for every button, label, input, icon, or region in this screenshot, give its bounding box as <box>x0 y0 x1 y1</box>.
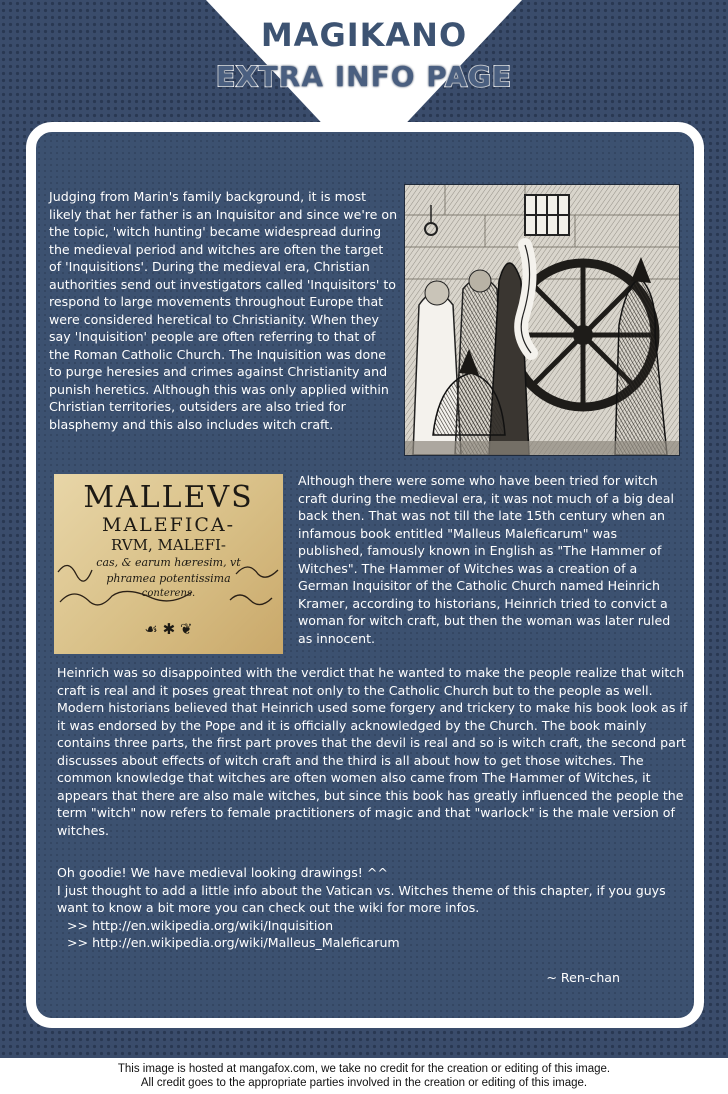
cover-title-line: cas, & earum hæresim, vt <box>96 556 241 569</box>
signature: ~ Ren-chan <box>546 970 620 985</box>
printer-ornament-icon: ☙ ✱ ❦ <box>144 620 193 638</box>
hosting-credit-footer <box>0 1062 728 1090</box>
translator-note <box>57 864 689 952</box>
note-line: Oh goodie! We have medieval looking drawings! ^^ <box>57 865 388 880</box>
link-inquisition[interactable]: >> http://en.wikipedia.org/wiki/Inquisition <box>67 917 334 933</box>
page-title: MAGIKANO <box>260 16 468 54</box>
inquisition-engraving-image <box>404 184 680 456</box>
footer-line: This image is hosted at mangafox.com, we take no credit for the creation or editing of this image. <box>117 1063 611 1075</box>
engraving-drawing <box>405 185 680 456</box>
page-subtitle: EXTRA INFO PAGE <box>215 60 513 93</box>
cover-title-line: phramea potentissima <box>106 572 231 585</box>
note-line: I just thought to add a little info about the Vatican vs. Witches theme of this chapter, if you guys want to know a bit more you can check out the wiki for more infos. <box>57 882 666 915</box>
paragraph-heinrich: Heinrich was so disappointed with the verdict that he wanted to make the people realize that witch craft is real and it poses great threat not only to the Catholic Church but to the people as well. Modern historians believed that Heinrich used some forgery and trickery to make his book look as if it was endorsed by the Pope and it is officially acknowledged by the Church. The book mainly contains three parts, the first part proves that the devil is real and so is witch craft, the second part discusses about effects of witch craft and the third is all about how to get those witches. The common knowledge that witches are often women also came from The Hammer of Witches, it appears that there are also male witches, but since this book has greatly influenced the people the term "witch" now refers to female practitioners of magic and that "warlock" is the male version of witches. <box>57 665 688 838</box>
cover-title-line: RVM, MALEFI- <box>111 536 226 554</box>
malleus-maleficarum-cover-image <box>54 474 283 654</box>
cover-title-line: MALEFICA- <box>101 514 236 536</box>
paragraph-inquisition: Judging from Marin's family background, it is most likely that her father is an Inquisitor and since we're on the topic, 'witch hunting' became widespread during the medieval period and witches are often the target of 'Inquisitions'. During the medieval era, Christian authorities send out investigators called 'Inquisitors' to respond to large movements throughout Europe that were considered heretical to Christianity. When they say 'Inquisition' people are often referring to that of the Roman Catholic Church. The Inquisition was done to purge heresies and crimes against Christianity and punish heretics. Although this was only applied within Christian territories, outsiders are also tried for blasphemy and this also includes witch craft. <box>49 189 398 432</box>
paragraph-malleus: Although there were some who have been tried for witch craft during the medieval era, it was not much of a big deal back then. That was not till the late 15th century when an infamous book entitled "Malleus Maleficarum" was published, famously known in English as "The Hammer of Witches". The Hammer of Witches was a creation of a German Inquisitor of the Catholic Church named Heinrich Kramer, according to historians, Heinrich tried to convict a woman for witch craft, but then the woman was later ruled as innocent. <box>298 473 674 646</box>
link-malleus-maleficarum[interactable]: >> http://en.wikipedia.org/wiki/Malleus_Maleficarum <box>67 935 400 950</box>
cover-title-line: conterens. <box>141 588 196 599</box>
cover-title-line: MALLEVS <box>83 480 254 515</box>
footer-line: All credit goes to the appropriate parties involved in the creation or editing of this image. <box>140 1077 588 1089</box>
